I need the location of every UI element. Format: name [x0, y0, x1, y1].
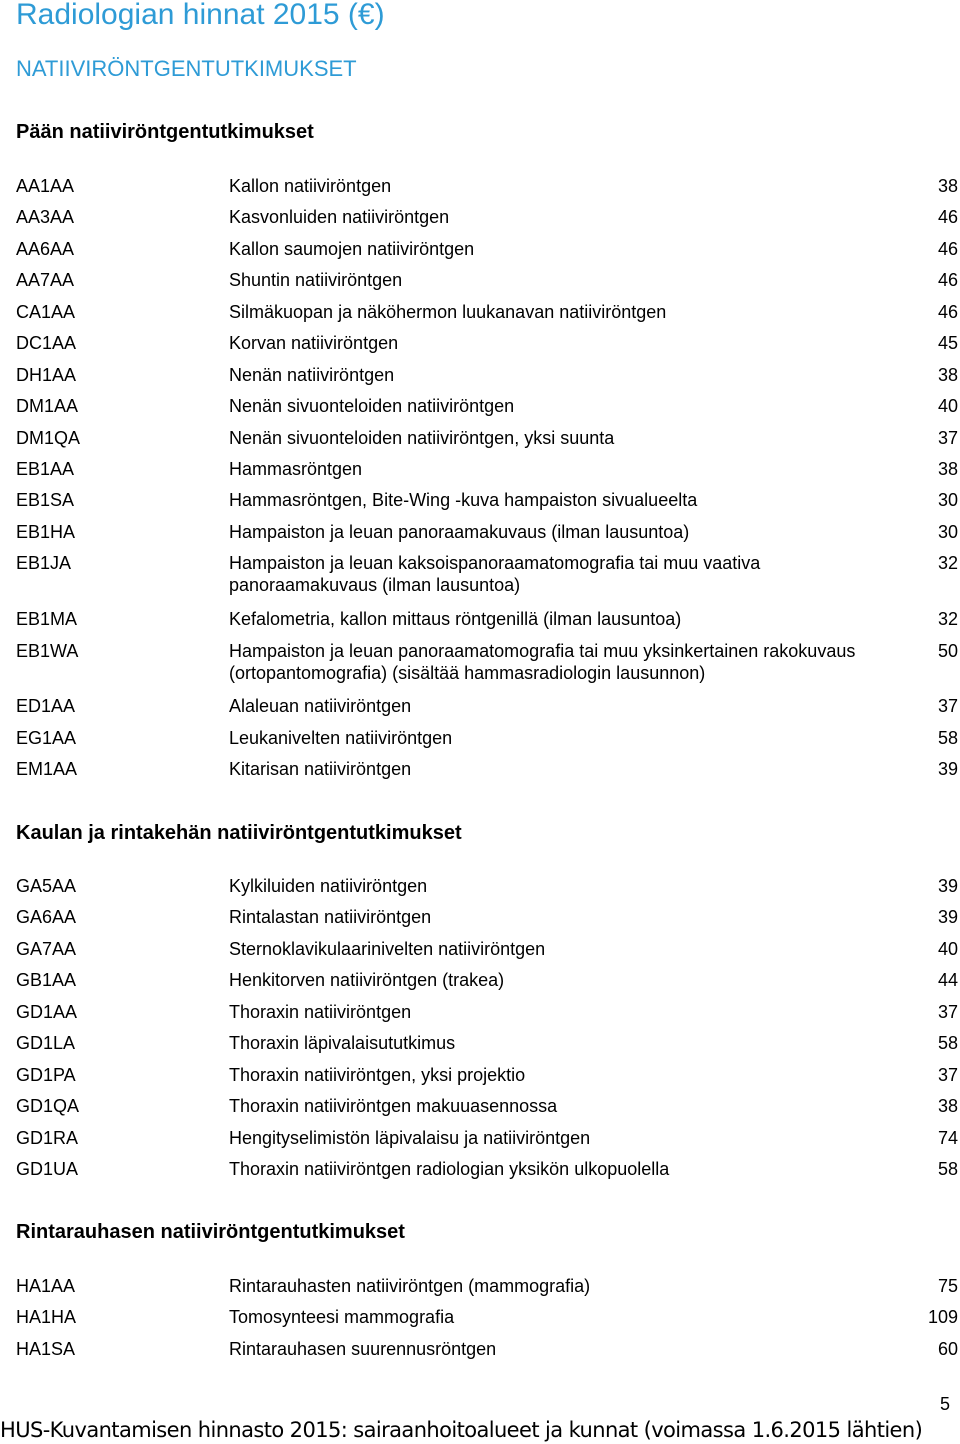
page-subtitle: NATIIVIRÖNTGENTUTKIMUKSET: [16, 56, 357, 81]
procedure-code: GD1PA: [16, 1065, 76, 1085]
procedure-code: GA6AA: [16, 907, 77, 927]
procedure-price: 32: [937, 553, 958, 573]
procedure-description: Leukanivelten natiiviröntgen: [229, 728, 453, 748]
table-row: [16, 175, 958, 197]
procedure-price: 46: [937, 239, 958, 259]
procedure-price: 37: [937, 1002, 958, 1022]
table-row: [16, 608, 958, 630]
procedure-price: 45: [937, 333, 958, 353]
procedure-code: EM1AA: [16, 759, 78, 779]
procedure-price: 109: [927, 1307, 958, 1327]
procedure-price: 39: [937, 907, 958, 927]
section-heading-neck-chest: Kaulan ja rintakehän natiiviröntgentutkimukset: [16, 822, 462, 844]
procedure-description: Thoraxin läpivalaisututkimus: [229, 1033, 456, 1053]
procedure-description: Sternoklavikulaarinivelten natiiviröntgen: [229, 939, 546, 959]
procedure-price: 40: [937, 939, 958, 959]
table-row: [16, 458, 958, 480]
procedure-price: 58: [937, 728, 958, 748]
procedure-code: AA7AA: [16, 270, 75, 290]
procedure-price: 38: [937, 365, 958, 385]
procedure-code: DM1AA: [16, 396, 79, 416]
procedure-price: 37: [937, 1065, 958, 1085]
procedure-price: 46: [937, 270, 958, 290]
procedure-description: Hengityselimistön läpivalaisu ja natiiviröntgen: [229, 1128, 591, 1148]
procedure-code: DH1AA: [16, 365, 77, 385]
procedure-description: Kylkiluiden natiiviröntgen: [229, 876, 428, 896]
procedure-description: Hammasröntgen, Bite-Wing -kuva hampaiston sivualueelta: [229, 490, 698, 510]
procedure-price: 38: [937, 1096, 958, 1116]
table-row: [16, 906, 958, 928]
procedure-code: ED1AA: [16, 696, 76, 716]
table-row: [16, 364, 958, 386]
procedure-description: Thoraxin natiiviröntgen, yksi projektio: [229, 1065, 526, 1085]
procedure-code: AA1AA: [16, 176, 75, 196]
procedure-description: Rintarauhasten natiiviröntgen (mammografia): [229, 1276, 591, 1296]
procedure-price: 32: [937, 609, 958, 629]
table-row: [16, 875, 958, 897]
procedure-description: Hampaiston ja leuan kaksoispanoraamatomografia tai muu vaativa panoraamakuvaus (ilman lausuntoa): [229, 553, 761, 595]
procedure-code: GD1LA: [16, 1033, 76, 1053]
table-row: [16, 427, 958, 449]
procedure-code: HA1SA: [16, 1339, 76, 1359]
procedure-price: 58: [937, 1159, 958, 1179]
procedure-code: GA5AA: [16, 876, 77, 896]
procedure-code: EB1JA: [16, 553, 72, 573]
section-heading-head: Pään natiiviröntgentutkimukset: [16, 121, 314, 143]
page-number: 5: [939, 1394, 950, 1414]
procedure-code: EB1AA: [16, 459, 75, 479]
procedure-code: EB1SA: [16, 490, 75, 510]
table-row: [16, 640, 958, 684]
table-row: [16, 521, 958, 543]
procedure-price: 46: [937, 302, 958, 322]
procedure-description: Korvan natiiviröntgen: [229, 333, 399, 353]
table-row: [16, 1306, 958, 1328]
procedure-code: AA3AA: [16, 207, 75, 227]
table-row: [16, 727, 958, 749]
procedure-description: Alaleuan natiiviröntgen: [229, 696, 412, 716]
table-row: [16, 269, 958, 291]
table-row: [16, 1032, 958, 1054]
procedure-code: HA1AA: [16, 1276, 76, 1296]
procedure-code: GB1AA: [16, 970, 77, 990]
footer-text: HUS-Kuvantamisen hinnasto 2015: sairaanhoitoalueet ja kunnat (voimassa 1.6.2015 lähtien): [0, 1418, 923, 1442]
table-row: [16, 1275, 958, 1297]
procedure-description: Silmäkuopan ja näköhermon luukanavan natiiviröntgen: [229, 302, 667, 322]
procedure-code: HA1HA: [16, 1307, 77, 1327]
procedure-price: 46: [937, 207, 958, 227]
procedure-description: Hampaiston ja leuan panoraamatomografia tai muu yksinkertainen rakokuvaus (ortopantomografia) (sisältää hammasradiologin lausunnon): [229, 641, 856, 683]
procedure-description: Kitarisan natiiviröntgen: [229, 759, 412, 779]
procedure-description: Nenän sivuonteloiden natiiviröntgen, yksi suunta: [229, 428, 615, 448]
procedure-description: Kallon natiiviröntgen: [229, 176, 392, 196]
procedure-description: Thoraxin natiiviröntgen radiologian yksikön ulkopuolella: [229, 1159, 670, 1179]
table-row: [16, 489, 958, 511]
procedure-code: GD1UA: [16, 1159, 79, 1179]
procedure-description: Thoraxin natiiviröntgen makuuasennossa: [229, 1096, 558, 1116]
procedure-code: GD1AA: [16, 1002, 78, 1022]
procedure-price: 38: [937, 176, 958, 196]
table-row: [16, 1338, 958, 1360]
procedure-price: 40: [937, 396, 958, 416]
procedure-code: GD1QA: [16, 1096, 80, 1116]
procedure-description: Thoraxin natiiviröntgen: [229, 1002, 412, 1022]
procedure-price: 39: [937, 876, 958, 896]
procedure-price: 60: [937, 1339, 958, 1359]
procedure-code: EB1MA: [16, 609, 78, 629]
procedure-price: 38: [937, 459, 958, 479]
procedure-code: EB1HA: [16, 522, 76, 542]
procedure-price: 74: [937, 1128, 958, 1148]
table-row: [16, 1127, 958, 1149]
procedure-price: 75: [937, 1276, 958, 1296]
table-row: [16, 1095, 958, 1117]
table-row: [16, 1064, 958, 1086]
procedure-price: 50: [937, 641, 958, 661]
table-row: [16, 695, 958, 717]
section-heading-breast: Rintarauhasen natiiviröntgentutkimukset: [16, 1221, 405, 1243]
procedure-description: Hammasröntgen: [229, 459, 363, 479]
table-row: [16, 1158, 958, 1180]
procedure-description: Rintarauhasen suurennusröntgen: [229, 1339, 497, 1359]
procedure-code: DM1QA: [16, 428, 81, 448]
table-row: [16, 206, 958, 228]
procedure-price: 37: [937, 428, 958, 448]
procedure-code: AA6AA: [16, 239, 75, 259]
procedure-description: Shuntin natiiviröntgen: [229, 270, 403, 290]
table-row: [16, 938, 958, 960]
procedure-description: Rintalastan natiiviröntgen: [229, 907, 432, 927]
procedure-price: 30: [937, 522, 958, 542]
procedure-description: Tomosynteesi mammografia: [229, 1307, 455, 1327]
procedure-code: CA1AA: [16, 302, 76, 322]
procedure-code: GA7AA: [16, 939, 77, 959]
procedure-code: EG1AA: [16, 728, 77, 748]
procedure-price: 30: [937, 490, 958, 510]
table-row: [16, 238, 958, 260]
table-row: [16, 1001, 958, 1023]
procedure-price: 39: [937, 759, 958, 779]
procedure-description: Nenän natiiviröntgen: [229, 365, 395, 385]
procedure-price: 44: [937, 970, 958, 990]
table-row: [16, 395, 958, 417]
page-title: Radiologian hinnat 2015 (€): [16, 0, 385, 31]
table-row: [16, 301, 958, 323]
procedure-description: Kefalometria, kallon mittaus röntgenillä (ilman lausuntoa): [229, 609, 682, 629]
procedure-description: Henkitorven natiiviröntgen (trakea): [229, 970, 505, 990]
procedure-description: Nenän sivuonteloiden natiiviröntgen: [229, 396, 515, 416]
table-row: [16, 758, 958, 780]
procedure-description: Hampaiston ja leuan panoraamakuvaus (ilman lausuntoa): [229, 522, 690, 542]
table-row: [16, 969, 958, 991]
procedure-code: DC1AA: [16, 333, 77, 353]
procedure-description: Kasvonluiden natiiviröntgen: [229, 207, 450, 227]
procedure-price: 58: [937, 1033, 958, 1053]
procedure-code: EB1WA: [16, 641, 79, 661]
table-row: [16, 552, 958, 596]
procedure-price: 37: [937, 696, 958, 716]
table-row: [16, 332, 958, 354]
procedure-description: Kallon saumojen natiiviröntgen: [229, 239, 475, 259]
procedure-code: GD1RA: [16, 1128, 79, 1148]
